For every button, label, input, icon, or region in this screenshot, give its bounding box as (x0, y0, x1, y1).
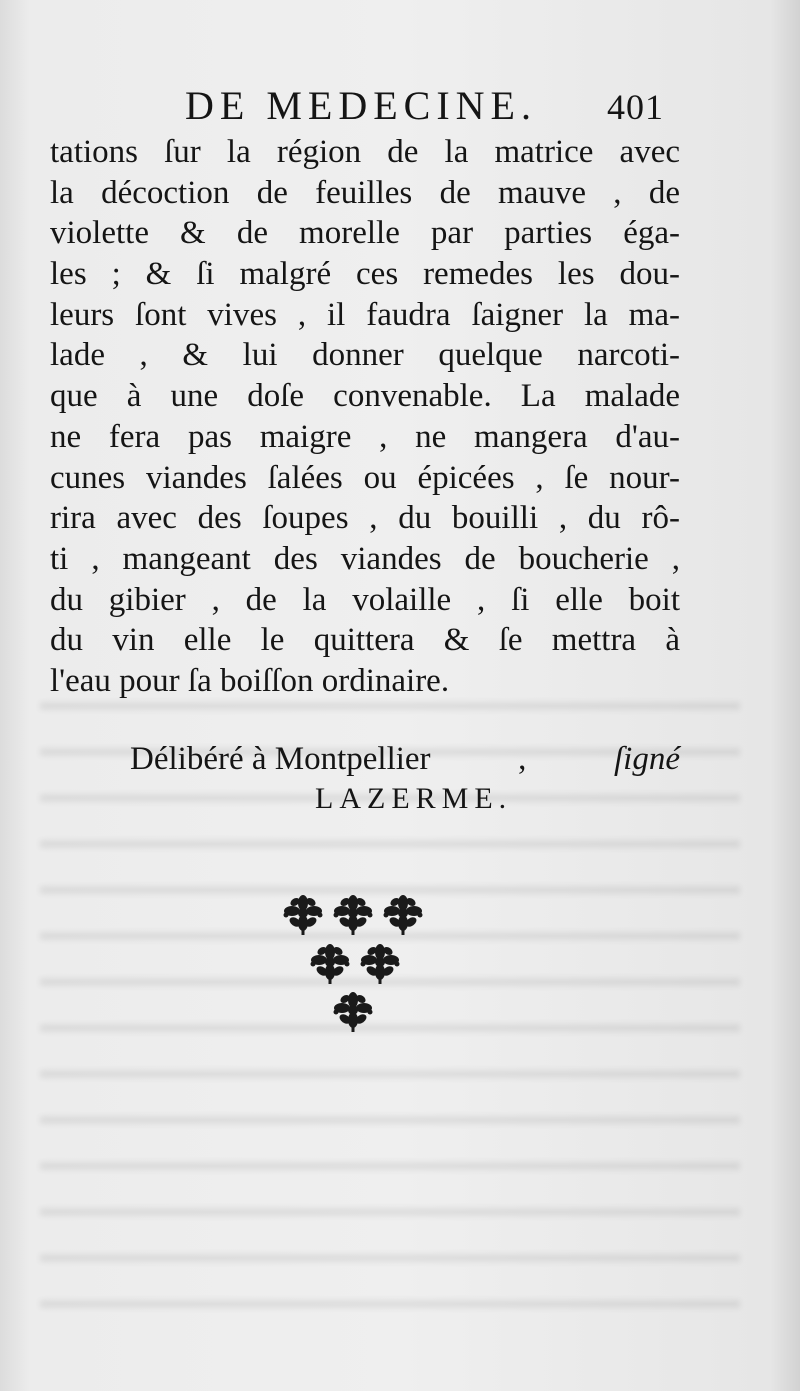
author-name: LAZERME. (315, 782, 513, 815)
text-line: du vin elle le quittera & ſe mettra à (50, 622, 680, 659)
floral-tailpiece-icon (278, 888, 428, 1038)
body-paragraph (50, 132, 680, 702)
text-line: violette & de morelle par parties éga- (50, 215, 680, 252)
deliberation-line (130, 737, 680, 781)
deliberation-text: Délibéré à Montpellier (130, 741, 431, 777)
page-header (185, 82, 685, 132)
text-line: que à une doſe convenable. La malade (50, 378, 680, 415)
text-line: tations ſur la région de la matrice avec (50, 134, 680, 170)
text-line: rira avec des ſoupes , du bouilli , du rô- (50, 500, 680, 537)
text-line: leurs ſont vives , il faudra ſaigner la ma- (50, 296, 680, 333)
text-line: cunes viandes ſalées ou épicées , ſe nour- (50, 459, 680, 496)
deliberation-comma: , (518, 741, 527, 777)
page-number: 401 (607, 87, 664, 127)
text-line: ti , mangeant des viandes de boucherie , (50, 540, 680, 577)
text-line: du gibier , de la volaille , ſi elle boit (50, 581, 680, 618)
text-line: ne fera pas maigre , ne mangera d'au- (50, 418, 680, 455)
running-title: DE MEDECINE. (185, 83, 537, 128)
text-line: lade , & lui donner quelque narcoti- (50, 337, 680, 374)
text-line: les ; & ſi malgré ces remedes les dou- (50, 256, 680, 293)
signed-word: ſigné (614, 741, 680, 777)
text-line: l'eau pour ſa boiſſon ordinaire. (50, 662, 450, 699)
text-line: la décoction de feuilles de mauve , de (50, 174, 680, 211)
